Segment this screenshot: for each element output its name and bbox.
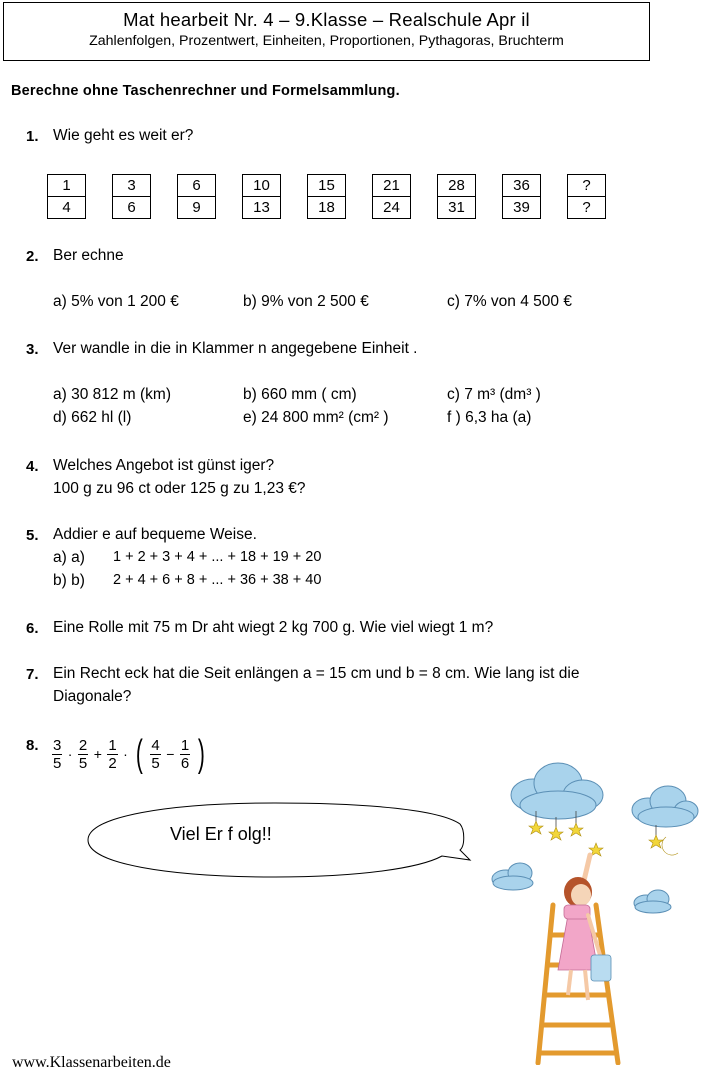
seq-cell: 28 bbox=[438, 175, 476, 197]
seq-cell: 6 bbox=[113, 197, 151, 219]
task-5a-label: a) a) bbox=[53, 549, 85, 566]
task-7-number: 7. bbox=[26, 666, 39, 683]
footer-url: www.Klassenarbeiten.de bbox=[12, 1054, 171, 1071]
fraction: $\frac{3}{5}$ bbox=[53, 736, 62, 772]
star-icon bbox=[569, 823, 583, 836]
girl-icon bbox=[558, 855, 611, 1000]
fraction: $\frac{1}{2}$ bbox=[108, 736, 117, 772]
seq-cell: ? bbox=[568, 175, 606, 197]
task-8-number: 8. bbox=[26, 737, 39, 754]
seq-cell: ? bbox=[568, 197, 606, 219]
task-6-number: 6. bbox=[26, 620, 39, 637]
sequence-table bbox=[47, 174, 606, 219]
task-1-question: Wie geht es weit er? bbox=[53, 127, 194, 144]
operator-plus: + bbox=[93, 746, 102, 762]
seq-cell: 9 bbox=[178, 197, 216, 219]
operator-dot: · bbox=[67, 746, 73, 762]
seq-cell: 10 bbox=[243, 175, 281, 197]
cloud-icon bbox=[511, 763, 603, 819]
task-2b: b) 9% von 2 500 € bbox=[243, 293, 369, 310]
worksheet-title: Mat hearbeit Nr. 4 – 9.Klasse – Realschule Apr il bbox=[123, 9, 530, 30]
task-6-text: Eine Rolle mit 75 m Dr aht wiegt 2 kg 700 g. Wie viel wiegt 1 m? bbox=[53, 619, 494, 636]
seq-cell: 21 bbox=[373, 175, 411, 197]
task-7-line-1: Ein Recht eck hat die Seit enlängen a = 15 cm und b = 8 cm. Wie lang ist die bbox=[53, 665, 580, 682]
task-7-line-2: Diagonale? bbox=[53, 688, 132, 705]
fraction-expression bbox=[52, 735, 207, 773]
moon-icon bbox=[662, 837, 678, 855]
seq-cell: 18 bbox=[308, 197, 346, 219]
fraction: $\frac{2}{5}$ bbox=[78, 736, 88, 772]
task-3c: c) 7 m³ (dm³ ) bbox=[447, 386, 541, 403]
sequence-row-2 bbox=[48, 197, 606, 219]
fraction: $\frac{4}{5}$ bbox=[151, 736, 160, 772]
star-icon bbox=[549, 827, 563, 840]
seq-cell: 1 bbox=[48, 175, 86, 197]
task-4-line-1: Welches Angebot ist günst iger? bbox=[53, 457, 275, 474]
task-5-question: Addier e auf bequeme Weise. bbox=[53, 526, 257, 543]
star-icon bbox=[529, 821, 543, 834]
seq-cell: 6 bbox=[178, 175, 216, 197]
seq-cell: 24 bbox=[373, 197, 411, 219]
task-3f: f ) 6,3 ha (a) bbox=[447, 409, 532, 426]
task-5a-expression: 1 + 2 + 3 + 4 + ... + 18 + 19 + 20 bbox=[113, 549, 322, 565]
seq-cell: 39 bbox=[503, 197, 541, 219]
cloud-icon bbox=[492, 863, 533, 890]
task-3-question: Ver wandle in die in Klammer n angegebene Einheit . bbox=[53, 340, 418, 357]
task-3e: e) 24 800 mm² (cm² ) bbox=[243, 409, 389, 426]
sequence-row-1 bbox=[48, 175, 606, 197]
speech-bubble-text: Viel Er f olg!! bbox=[170, 824, 272, 844]
instruction: Berechne ohne Taschenrechner und Formelsammlung. bbox=[11, 83, 400, 99]
task-3-number: 3. bbox=[26, 341, 39, 358]
operator-dot: · bbox=[123, 746, 128, 762]
task-3d: d) 662 hl (l) bbox=[53, 409, 132, 426]
bucket-icon bbox=[591, 955, 611, 981]
task-4-number: 4. bbox=[26, 458, 39, 475]
seq-cell: 31 bbox=[438, 197, 476, 219]
header-box bbox=[3, 2, 650, 61]
worksheet-topics: Zahlenfolgen, Prozentwert, Einheiten, Proportionen, Pythagoras, Bruchterm bbox=[89, 33, 564, 49]
task-5b-expression: 2 + 4 + 6 + 8 + ... + 36 + 38 + 40 bbox=[113, 572, 322, 588]
task-2a: a) 5% von 1 200 € bbox=[53, 293, 179, 310]
left-parenthesis: ( bbox=[136, 733, 144, 775]
star-icon bbox=[649, 835, 663, 848]
seq-cell: 4 bbox=[48, 197, 86, 219]
task-2-question: Ber echne bbox=[53, 247, 124, 264]
seq-cell: 36 bbox=[503, 175, 541, 197]
task-2-number: 2. bbox=[26, 248, 39, 265]
task-5-number: 5. bbox=[26, 527, 39, 544]
seq-cell: 15 bbox=[308, 175, 346, 197]
fraction: $\frac{1}{6}$ bbox=[180, 736, 190, 772]
seq-cell: 13 bbox=[243, 197, 281, 219]
girl-on-ladder-illustration bbox=[478, 755, 700, 1065]
task-2c: c) 7% von 4 500 € bbox=[447, 293, 572, 310]
right-parenthesis: ) bbox=[197, 733, 205, 775]
task-3b: b) 660 mm ( cm) bbox=[243, 386, 357, 403]
seq-cell: 3 bbox=[113, 175, 151, 197]
cloud-icon bbox=[634, 890, 671, 913]
speech-bubble bbox=[80, 800, 480, 882]
cloud-icon bbox=[632, 786, 698, 827]
task-5b-label: b) b) bbox=[53, 572, 85, 589]
task-1-number: 1. bbox=[26, 128, 39, 145]
operator-minus: − bbox=[166, 746, 175, 762]
task-4-line-2: 100 g zu 96 ct oder 125 g zu 1,23 €? bbox=[53, 480, 306, 497]
task-3a: a) 30 812 m (km) bbox=[53, 386, 172, 403]
